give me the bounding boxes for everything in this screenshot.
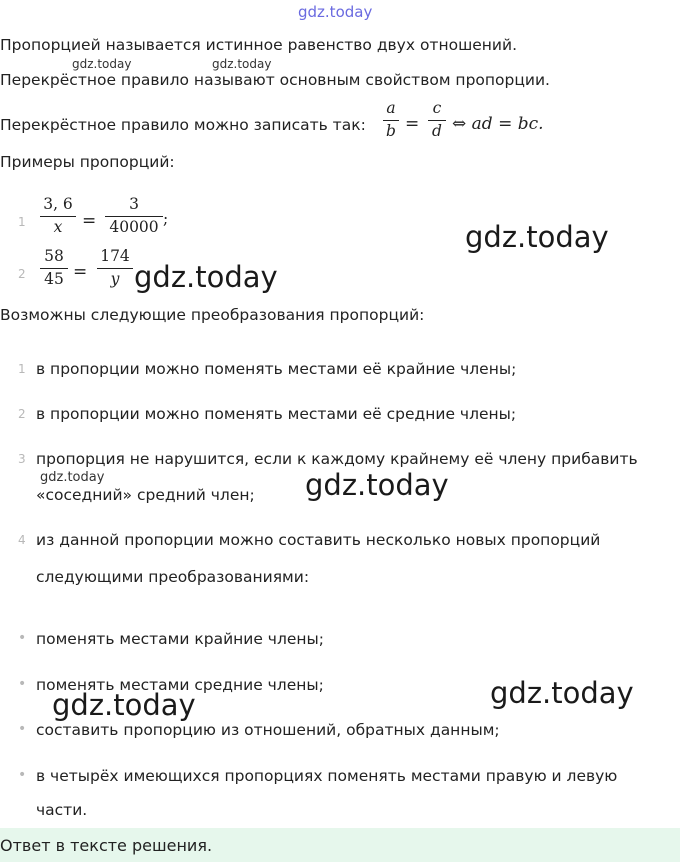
fraction-denominator: b [386,121,396,140]
list-number: 2 [18,407,26,421]
fraction-denominator: d [432,121,442,140]
examples-heading: Примеры пропорций: [0,153,175,171]
list-item: пропорция не нарушится, если к каждому крайнему её члену прибавить [36,450,638,468]
fraction-numerator: 3, 6 [43,195,73,213]
list-item: в пропорции можно поменять местами её средние члены; [36,405,517,423]
fraction-c-d [428,101,446,139]
list-item: в пропорции можно поменять местами её крайние члены; [36,360,517,378]
bullet-item: поменять местами средние члены; [36,676,324,694]
list-number: 1 [18,215,26,229]
fraction-numerator: a [386,99,396,117]
bullet-marker: • [18,630,27,646]
bullet-item: в четырёх имеющихся пропорциях поменять местами правую и левую [36,767,618,785]
fraction-numerator: 3 [129,195,139,213]
bullet-item: составить пропорцию из отношений, обратных данным; [36,721,500,739]
fraction-numerator: 58 [44,247,64,265]
fraction-a-b [383,101,399,139]
equals-sign: = [82,211,97,231]
equivalence-tail: ⇔ ad = bc. [452,114,544,134]
fraction-example-1-right [105,197,163,235]
cross-rule-formula-label: Перекрёстное правило можно записать так: [0,116,366,134]
answer-text: Ответ в тексте решения. [0,836,213,855]
fraction-denominator: 40000 [109,217,159,236]
watermark-large: gdz.today [465,220,609,254]
fraction-denominator: x [53,217,63,236]
list-item-continuation: «соседний» средний член; [36,486,255,504]
watermark-large: gdz.today [134,260,278,294]
watermark-small: gdz.today [212,57,272,71]
fraction-numerator: c [432,99,442,117]
watermark-small: gdz.today [72,57,132,71]
list-number: 3 [18,452,26,466]
watermark-large: gdz.today [490,676,634,710]
bullet-marker: • [18,676,27,692]
definition-line: Пропорцией называется истинное равенство двух отношений. [0,36,518,54]
watermark-small: gdz.today [40,470,105,485]
watermark-top: gdz.today [298,3,373,21]
transformations-heading: Возможны следующие преобразования пропорций: [0,306,425,324]
answer-bar [0,828,680,862]
list-number: 2 [18,267,26,281]
fraction-numerator: 174 [100,247,130,265]
watermark-large: gdz.today [305,468,449,502]
list-item: из данной пропорции можно составить несколько новых пропорций [36,531,601,549]
list-item-continuation: следующими преобразованиями: [36,568,310,586]
equals-sign: = [405,114,420,134]
semicolon: ; [163,210,169,228]
bullet-item-continuation: части. [36,801,88,819]
cross-rule-line: Перекрёстное правило называют основным свойством пропорции. [0,71,550,89]
bullet-marker: • [18,721,27,737]
fraction-example-2-left [40,249,68,287]
equals-sign: = [73,262,88,282]
watermark-large: gdz.today [52,688,196,722]
list-number: 1 [18,362,26,376]
list-number: 4 [18,533,26,547]
bullet-item: поменять местами крайние члены; [36,630,325,648]
fraction-denominator: 45 [44,269,64,288]
fraction-example-2-right [97,249,133,287]
bullet-marker: • [18,767,27,783]
fraction-denominator: y [110,269,120,288]
fraction-example-1-left [40,197,76,235]
